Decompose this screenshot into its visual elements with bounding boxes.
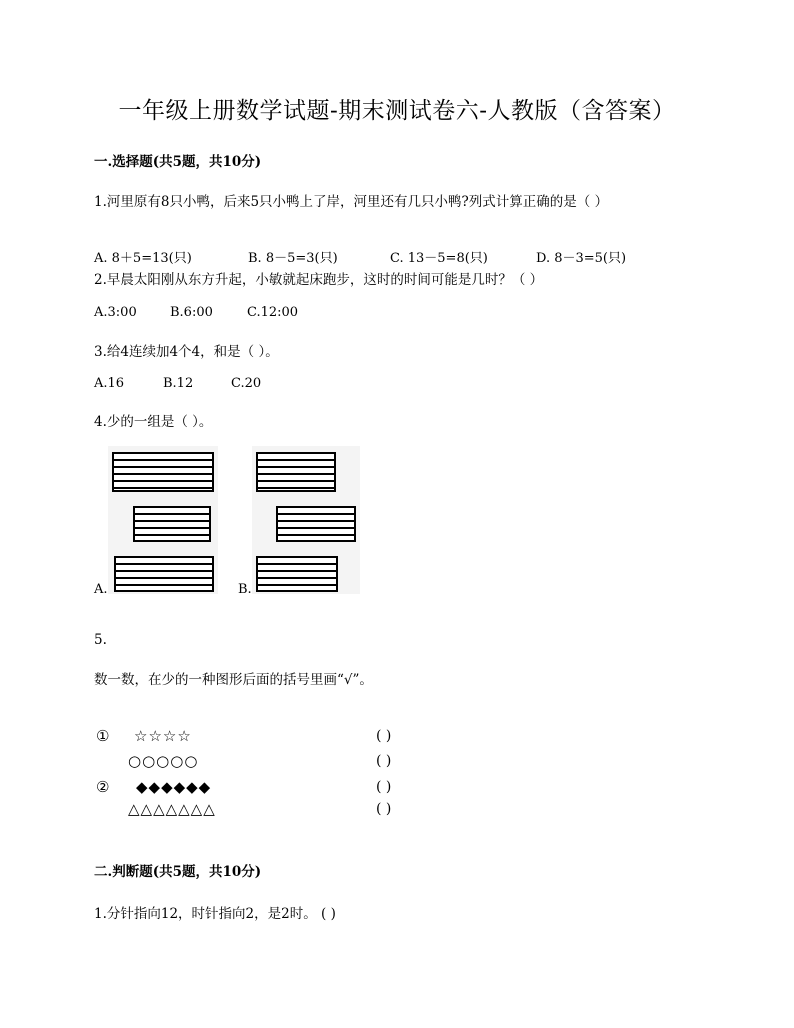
- group-2-row-2-triangles: △△△△△△△: [128, 800, 216, 818]
- question-4-option-a: A.: [94, 582, 108, 597]
- question-3-option-b: B.12: [163, 376, 194, 391]
- group-2-row-1-diamonds: ◆◆◆◆◆◆: [136, 778, 212, 796]
- question-1-option-a: A. 8＋5=13(只): [94, 251, 192, 266]
- question-1-option-d: D. 8－3=5(只): [536, 251, 627, 266]
- group-2-row-2-answer-blank[interactable]: ( ): [376, 801, 392, 817]
- line-stack: [256, 556, 338, 592]
- question-3-option-c: C.20: [231, 376, 262, 391]
- question-4-option-b: B.: [238, 582, 252, 597]
- question-4-figure-a: [108, 446, 218, 594]
- group-2-label: ②: [96, 778, 111, 796]
- question-4-figure-b: [252, 446, 360, 594]
- line-stack: [256, 452, 336, 492]
- group-1-label: ①: [96, 727, 111, 745]
- line-stack: [276, 506, 356, 542]
- question-1-option-b: B. 8－5=3(只): [248, 251, 338, 266]
- question-1-text: 1.河里原有8只小鸭，后来5只小鸭上了岸，河里还有几只小鸭?列式计算正确的是（ ）: [94, 194, 609, 210]
- section-heading-judgment: 二.判断题(共5题，共10分): [94, 864, 262, 880]
- section-heading-choice: 一.选择题(共5题，共10分): [94, 154, 262, 170]
- line-stack: [112, 452, 214, 492]
- group-1-row-1-answer-blank[interactable]: ( ): [376, 728, 392, 744]
- group-1-row-2-answer-blank[interactable]: ( ): [376, 753, 392, 769]
- question-3-text: 3.给4连续加4个4，和是（ ）。: [94, 344, 279, 360]
- question-5-number: 5.: [94, 632, 107, 648]
- question-1-option-c: C. 13－5=8(只): [390, 251, 488, 266]
- group-1-row-2-circles: ○○○○○: [128, 752, 199, 770]
- question-2-option-c: C.12:00: [247, 305, 299, 320]
- question-5-text: 数一数，在少的一种图形后面的括号里画“√”。: [94, 672, 373, 688]
- line-stack: [133, 506, 211, 542]
- group-2-row-1-answer-blank[interactable]: ( ): [376, 779, 392, 795]
- group-1-row-1-stars: ☆☆☆☆: [134, 727, 192, 745]
- question-2-option-a: A.3:00: [94, 305, 137, 320]
- question-2-text: 2.早晨太阳刚从东方升起，小敏就起床跑步，这时的时间可能是几时？（ ）: [94, 272, 544, 288]
- line-stack: [114, 556, 214, 592]
- question-2-option-b: B.6:00: [170, 305, 213, 320]
- question-4-text: 4.少的一组是（ ）。: [94, 414, 213, 430]
- judgment-1-text: 1.分针指向12，时针指向2，是2时。 ( ): [94, 906, 336, 922]
- page-title: 一年级上册数学试题-期末测试卷六-人教版（含答案）: [118, 98, 676, 124]
- question-3-option-a: A.16: [94, 376, 125, 391]
